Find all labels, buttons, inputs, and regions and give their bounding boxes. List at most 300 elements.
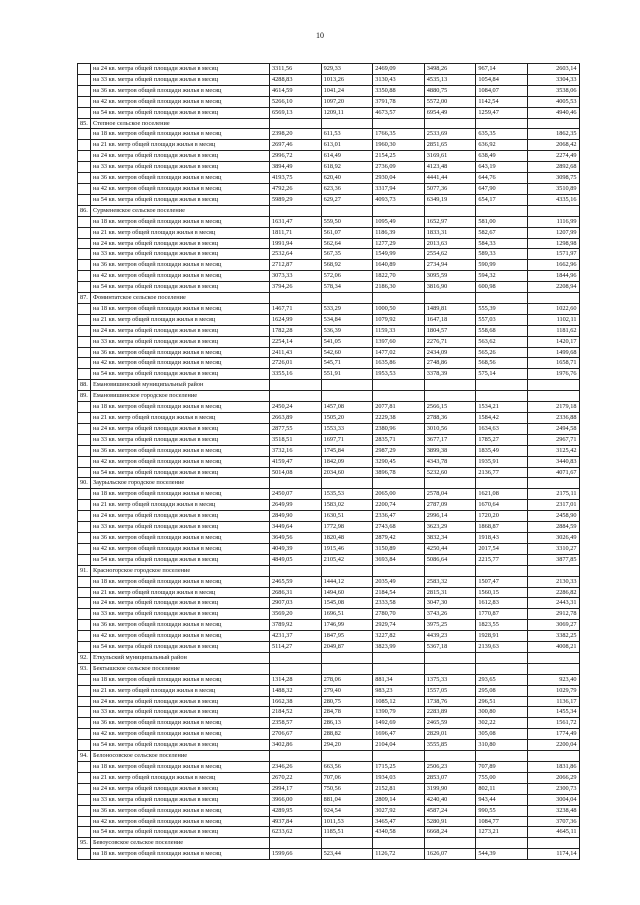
row-number: [78, 522, 91, 533]
row-number: [78, 718, 91, 729]
table-row: [78, 151, 580, 162]
section-header-row: [78, 652, 580, 663]
value-cell: [476, 652, 528, 663]
table-row: [78, 772, 580, 783]
value-cell: 3317,94: [373, 183, 425, 194]
row-label: на 18 кв. метров общей площади жилья в месяц: [91, 489, 270, 500]
value-cell: 2532,64: [270, 249, 322, 260]
value-cell: 568,92: [321, 260, 373, 271]
value-cell: 1662,96: [527, 260, 579, 271]
value-cell: [270, 838, 322, 849]
value-cell: 2254,14: [270, 336, 322, 347]
value-cell: 3465,47: [373, 816, 425, 827]
table-row: [78, 336, 580, 347]
value-cell: [424, 205, 476, 216]
value-cell: 2065,00: [373, 489, 425, 500]
row-number: [78, 467, 91, 478]
row-number: [78, 85, 91, 96]
value-cell: 943,44: [476, 794, 528, 805]
value-cell: 1467,71: [270, 303, 322, 314]
value-cell: 3823,99: [373, 642, 425, 653]
row-number: [78, 554, 91, 565]
value-cell: 2276,71: [424, 336, 476, 347]
value-cell: 1831,86: [527, 762, 579, 773]
value-cell: 881,34: [373, 674, 425, 685]
value-cell: 1626,07: [424, 849, 476, 860]
value-cell: [373, 565, 425, 576]
value-cell: 636,92: [476, 140, 528, 151]
value-cell: 1444,12: [321, 576, 373, 587]
row-label: Заурыльское городское поселение: [91, 478, 270, 489]
value-cell: 293,65: [476, 674, 528, 685]
value-cell: 2154,25: [373, 151, 425, 162]
value-cell: [527, 205, 579, 216]
value-cell: 2358,57: [270, 718, 322, 729]
value-cell: 2736,09: [373, 162, 425, 173]
value-cell: [476, 118, 528, 129]
value-cell: 4340,58: [373, 827, 425, 838]
value-cell: 1918,43: [476, 532, 528, 543]
value-cell: 5989,29: [270, 194, 322, 205]
value-cell: [476, 391, 528, 402]
row-label: на 24 кв. метра общей площади жилья в месяц: [91, 325, 270, 336]
section-header-row: [78, 391, 580, 402]
row-number: [78, 336, 91, 347]
value-cell: 3498,26: [424, 64, 476, 75]
value-cell: 1492,69: [373, 718, 425, 729]
value-cell: 1635,86: [373, 358, 425, 369]
value-cell: 2726,01: [270, 358, 322, 369]
row-number: 91.: [78, 565, 91, 576]
value-cell: 1000,50: [373, 303, 425, 314]
value-cell: 1557,05: [424, 685, 476, 696]
value-cell: 284,78: [321, 707, 373, 718]
table-row: [78, 794, 580, 805]
section-header-row: [78, 751, 580, 762]
value-cell: 2380,96: [373, 423, 425, 434]
value-cell: 2583,32: [424, 576, 476, 587]
row-label: на 24 кв. метра общей площади жилья в месяц: [91, 423, 270, 434]
value-cell: 1670,64: [476, 500, 528, 511]
value-cell: 2996,14: [424, 511, 476, 522]
value-cell: 1079,92: [373, 314, 425, 325]
value-cell: 1847,95: [321, 631, 373, 642]
row-label: на 21 кв. метр общей площади жилья в месяц: [91, 587, 270, 598]
value-cell: 2712,87: [270, 260, 322, 271]
value-cell: [527, 293, 579, 304]
row-number: [78, 434, 91, 445]
value-cell: 3794,26: [270, 282, 322, 293]
value-cell: 3896,78: [373, 467, 425, 478]
row-number: [78, 162, 91, 173]
value-cell: [373, 838, 425, 849]
row-label: на 42 кв. метров общей площади жилья в месяц: [91, 183, 270, 194]
value-cell: [527, 380, 579, 391]
value-cell: 1013,26: [321, 74, 373, 85]
section-header-row: [78, 663, 580, 674]
row-number: [78, 358, 91, 369]
row-number: [78, 314, 91, 325]
value-cell: 1041,24: [321, 85, 373, 96]
value-cell: 3010,56: [424, 423, 476, 434]
value-cell: 1928,91: [476, 631, 528, 642]
value-cell: 4240,40: [424, 794, 476, 805]
value-cell: 3677,17: [424, 434, 476, 445]
value-cell: [476, 565, 528, 576]
value-cell: 1745,84: [321, 445, 373, 456]
table-row: [78, 173, 580, 184]
value-cell: 1715,25: [373, 762, 425, 773]
value-cell: 3310,27: [527, 543, 579, 554]
table-row: [78, 216, 580, 227]
value-cell: 2013,63: [424, 238, 476, 249]
value-cell: 3899,38: [424, 445, 476, 456]
table-row: [78, 631, 580, 642]
value-cell: 1488,32: [270, 685, 322, 696]
row-label: на 33 кв. метра общей площади жилья в месяц: [91, 794, 270, 805]
value-cell: 545,71: [321, 358, 373, 369]
value-cell: 558,68: [476, 325, 528, 336]
row-number: [78, 129, 91, 140]
value-cell: 2849,90: [270, 511, 322, 522]
row-number: [78, 194, 91, 205]
value-cell: 3047,30: [424, 598, 476, 609]
row-label: на 33 кв. метра общей площади жилья в месяц: [91, 336, 270, 347]
value-cell: 2450,07: [270, 489, 322, 500]
value-cell: [424, 565, 476, 576]
value-cell: 2035,49: [373, 576, 425, 587]
row-number: [78, 151, 91, 162]
row-number: 90.: [78, 478, 91, 489]
row-number: [78, 707, 91, 718]
value-cell: 1640,89: [373, 260, 425, 271]
row-number: 89.: [78, 391, 91, 402]
value-cell: 2136,77: [476, 467, 528, 478]
value-cell: 4343,78: [424, 456, 476, 467]
value-cell: 1621,08: [476, 489, 528, 500]
row-label: на 33 кв. метра общей площади жилья в месяц: [91, 522, 270, 533]
value-cell: 1457,08: [321, 402, 373, 413]
value-cell: 1658,71: [527, 358, 579, 369]
table-row: [78, 85, 580, 96]
value-cell: 2787,09: [424, 500, 476, 511]
row-label: на 42 кв. метров общей площади жилья в месяц: [91, 729, 270, 740]
value-cell: 584,33: [476, 238, 528, 249]
value-cell: 4673,57: [373, 107, 425, 118]
row-label: Емановишинский муниципальный район: [91, 380, 270, 391]
value-cell: [424, 478, 476, 489]
value-cell: 5086,64: [424, 554, 476, 565]
row-label: на 24 кв. метра общей площади жилья в месяц: [91, 151, 270, 162]
value-cell: 647,90: [476, 183, 528, 194]
value-cell: 2734,94: [424, 260, 476, 271]
value-cell: [476, 293, 528, 304]
row-label: на 18 кв. метров общей площади жилья в месяц: [91, 129, 270, 140]
row-label: на 21 кв. метр общей площади жилья в месяц: [91, 140, 270, 151]
value-cell: 2411,43: [270, 347, 322, 358]
value-cell: 3816,90: [424, 282, 476, 293]
value-cell: 1697,71: [321, 434, 373, 445]
row-label: на 18 кв. метров общей площади жилья в месяц: [91, 402, 270, 413]
value-cell: 2184,52: [270, 707, 322, 718]
value-cell: [270, 751, 322, 762]
value-cell: 2877,55: [270, 423, 322, 434]
value-cell: 1583,02: [321, 500, 373, 511]
value-cell: 2706,67: [270, 729, 322, 740]
table-row: [78, 620, 580, 631]
row-number: [78, 598, 91, 609]
value-cell: 3311,56: [270, 64, 322, 75]
table-row: [78, 816, 580, 827]
value-cell: 3169,61: [424, 151, 476, 162]
row-label: на 33 кв. метра общей площади жилья в месяц: [91, 707, 270, 718]
value-cell: 2184,54: [373, 587, 425, 598]
value-cell: 594,32: [476, 271, 528, 282]
value-cell: 1662,38: [270, 696, 322, 707]
value-cell: 2068,42: [527, 140, 579, 151]
value-cell: 2663,89: [270, 413, 322, 424]
value-cell: 4535,13: [424, 74, 476, 85]
value-cell: [321, 380, 373, 391]
row-number: [78, 696, 91, 707]
value-cell: 600,98: [476, 282, 528, 293]
value-cell: 1696,47: [373, 729, 425, 740]
table-row: [78, 271, 580, 282]
value-cell: 1545,08: [321, 598, 373, 609]
value-cell: 561,07: [321, 227, 373, 238]
table-row: [78, 64, 580, 75]
table-row: [78, 740, 580, 751]
value-cell: 663,56: [321, 762, 373, 773]
value-cell: [527, 751, 579, 762]
value-cell: 3069,27: [527, 620, 579, 631]
value-cell: [373, 205, 425, 216]
value-cell: 533,29: [321, 303, 373, 314]
value-cell: 555,39: [476, 303, 528, 314]
value-cell: [424, 838, 476, 849]
value-cell: 3449,64: [270, 522, 322, 533]
value-cell: 1209,11: [321, 107, 373, 118]
row-label: на 18 кв. метров общей площади жилья в месяц: [91, 216, 270, 227]
row-label: на 42 кв. метров общей площади жилья в месяц: [91, 271, 270, 282]
value-cell: 4071,67: [527, 467, 579, 478]
value-cell: 802,11: [476, 783, 528, 794]
row-number: [78, 674, 91, 685]
value-cell: [321, 478, 373, 489]
value-cell: 611,53: [321, 129, 373, 140]
value-cell: [424, 652, 476, 663]
value-cell: 2336,88: [527, 413, 579, 424]
value-cell: 1116,99: [527, 216, 579, 227]
value-cell: 1738,76: [424, 696, 476, 707]
value-cell: 1915,46: [321, 543, 373, 554]
row-label: на 54 кв. метра общей площади жилья в месяц: [91, 827, 270, 838]
value-cell: 2967,71: [527, 434, 579, 445]
value-cell: 3975,25: [424, 620, 476, 631]
value-cell: 4792,26: [270, 183, 322, 194]
value-cell: 2566,15: [424, 402, 476, 413]
value-cell: [373, 391, 425, 402]
value-cell: [321, 205, 373, 216]
value-cell: 310,80: [476, 740, 528, 751]
section-header-row: [78, 565, 580, 576]
value-cell: 1085,12: [373, 696, 425, 707]
value-cell: 4123,48: [424, 162, 476, 173]
value-cell: 3130,43: [373, 74, 425, 85]
value-cell: 2930,04: [373, 173, 425, 184]
value-cell: 534,84: [321, 314, 373, 325]
value-cell: 1833,31: [424, 227, 476, 238]
table-row: [78, 762, 580, 773]
value-cell: [270, 652, 322, 663]
row-label: на 42 кв. метров общей площади жилья в месяц: [91, 358, 270, 369]
value-cell: 1181,62: [527, 325, 579, 336]
section-header-row: [78, 380, 580, 391]
table-row: [78, 598, 580, 609]
value-cell: 295,08: [476, 685, 528, 696]
value-cell: 1142,54: [476, 96, 528, 107]
row-number: [78, 685, 91, 696]
value-cell: 1720,20: [476, 511, 528, 522]
value-cell: 3238,48: [527, 805, 579, 816]
value-cell: 2077,81: [373, 402, 425, 413]
row-number: [78, 271, 91, 282]
value-cell: 4940,46: [527, 107, 579, 118]
value-cell: 2336,47: [373, 511, 425, 522]
value-cell: 6569,13: [270, 107, 322, 118]
row-label: на 33 кв. метра общей площади жилья в месяц: [91, 249, 270, 260]
value-cell: 1774,49: [527, 729, 579, 740]
value-cell: [527, 391, 579, 402]
value-cell: 1420,17: [527, 336, 579, 347]
row-number: [78, 532, 91, 543]
row-number: 94.: [78, 751, 91, 762]
value-cell: 623,36: [321, 183, 373, 194]
value-cell: 2686,31: [270, 587, 322, 598]
value-cell: 2748,86: [424, 358, 476, 369]
value-cell: [321, 838, 373, 849]
table-row: [78, 532, 580, 543]
section-header-row: [78, 478, 580, 489]
value-cell: 2815,31: [424, 587, 476, 598]
value-cell: 3098,75: [527, 173, 579, 184]
value-cell: [527, 838, 579, 849]
value-cell: 559,50: [321, 216, 373, 227]
row-label: на 36 кв. метров общей площади жилья в месяц: [91, 85, 270, 96]
value-cell: [527, 118, 579, 129]
table-body: [78, 64, 580, 860]
value-cell: 2458,90: [527, 511, 579, 522]
value-cell: 1652,97: [424, 216, 476, 227]
value-cell: 3791,78: [373, 96, 425, 107]
table-row: [78, 587, 580, 598]
row-label: Бектышское сельское поселение: [91, 663, 270, 674]
row-number: [78, 216, 91, 227]
row-label: на 36 кв. метров общей площади жилья в месяц: [91, 347, 270, 358]
value-cell: 2987,29: [373, 445, 425, 456]
value-cell: 1494,60: [321, 587, 373, 598]
value-cell: 1766,35: [373, 129, 425, 140]
row-label: на 33 кв. метра общей площади жилья в месяц: [91, 434, 270, 445]
row-number: [78, 140, 91, 151]
value-cell: 1770,87: [476, 609, 528, 620]
value-cell: 6668,24: [424, 827, 476, 838]
value-cell: 1397,60: [373, 336, 425, 347]
value-cell: 2186,30: [373, 282, 425, 293]
table-row: [78, 260, 580, 271]
value-cell: [270, 663, 322, 674]
value-cell: [476, 205, 528, 216]
value-cell: 3877,85: [527, 554, 579, 565]
table-row: [78, 413, 580, 424]
row-number: [78, 227, 91, 238]
row-number: [78, 325, 91, 336]
value-cell: 2892,68: [527, 162, 579, 173]
value-cell: [476, 380, 528, 391]
value-cell: [476, 478, 528, 489]
value-cell: 929,33: [321, 64, 373, 75]
table-row: [78, 282, 580, 293]
value-cell: 2443,31: [527, 598, 579, 609]
value-cell: 1499,68: [527, 347, 579, 358]
value-cell: [527, 478, 579, 489]
value-cell: 2333,58: [373, 598, 425, 609]
value-cell: 707,06: [321, 772, 373, 783]
row-label: на 54 кв. метра общей площади жилья в месяц: [91, 282, 270, 293]
table-row: [78, 783, 580, 794]
value-cell: 1624,99: [270, 314, 322, 325]
value-cell: 1584,42: [476, 413, 528, 424]
value-cell: 565,26: [476, 347, 528, 358]
value-cell: 1507,47: [476, 576, 528, 587]
table-row: [78, 249, 580, 260]
value-cell: 1022,60: [527, 303, 579, 314]
section-header-row: [78, 205, 580, 216]
row-number: 93.: [78, 663, 91, 674]
value-cell: [373, 380, 425, 391]
value-cell: 5280,91: [424, 816, 476, 827]
value-cell: 1011,53: [321, 816, 373, 827]
value-cell: 3789,92: [270, 620, 322, 631]
value-cell: 2049,87: [321, 642, 373, 653]
value-cell: [476, 663, 528, 674]
section-header-row: [78, 838, 580, 849]
value-cell: 1782,28: [270, 325, 322, 336]
row-label: на 42 кв. метров общей площади жилья в месяц: [91, 456, 270, 467]
value-cell: 2066,29: [527, 772, 579, 783]
row-number: [78, 445, 91, 456]
value-cell: 924,54: [321, 805, 373, 816]
row-number: [78, 816, 91, 827]
table-row: [78, 162, 580, 173]
table-row: [78, 805, 580, 816]
value-cell: 1746,99: [321, 620, 373, 631]
value-cell: 590,99: [476, 260, 528, 271]
value-cell: 305,08: [476, 729, 528, 740]
table-row: [78, 227, 580, 238]
value-cell: 3966,00: [270, 794, 322, 805]
value-cell: 3004,04: [527, 794, 579, 805]
value-cell: 3693,84: [373, 554, 425, 565]
value-cell: 541,05: [321, 336, 373, 347]
value-cell: 2034,60: [321, 467, 373, 478]
row-label: на 54 кв. метра общей площади жилья в месяц: [91, 642, 270, 653]
value-cell: 5232,60: [424, 467, 476, 478]
value-cell: 3649,56: [270, 532, 322, 543]
value-cell: 2603,14: [527, 64, 579, 75]
table-row: [78, 347, 580, 358]
value-cell: 4335,16: [527, 194, 579, 205]
